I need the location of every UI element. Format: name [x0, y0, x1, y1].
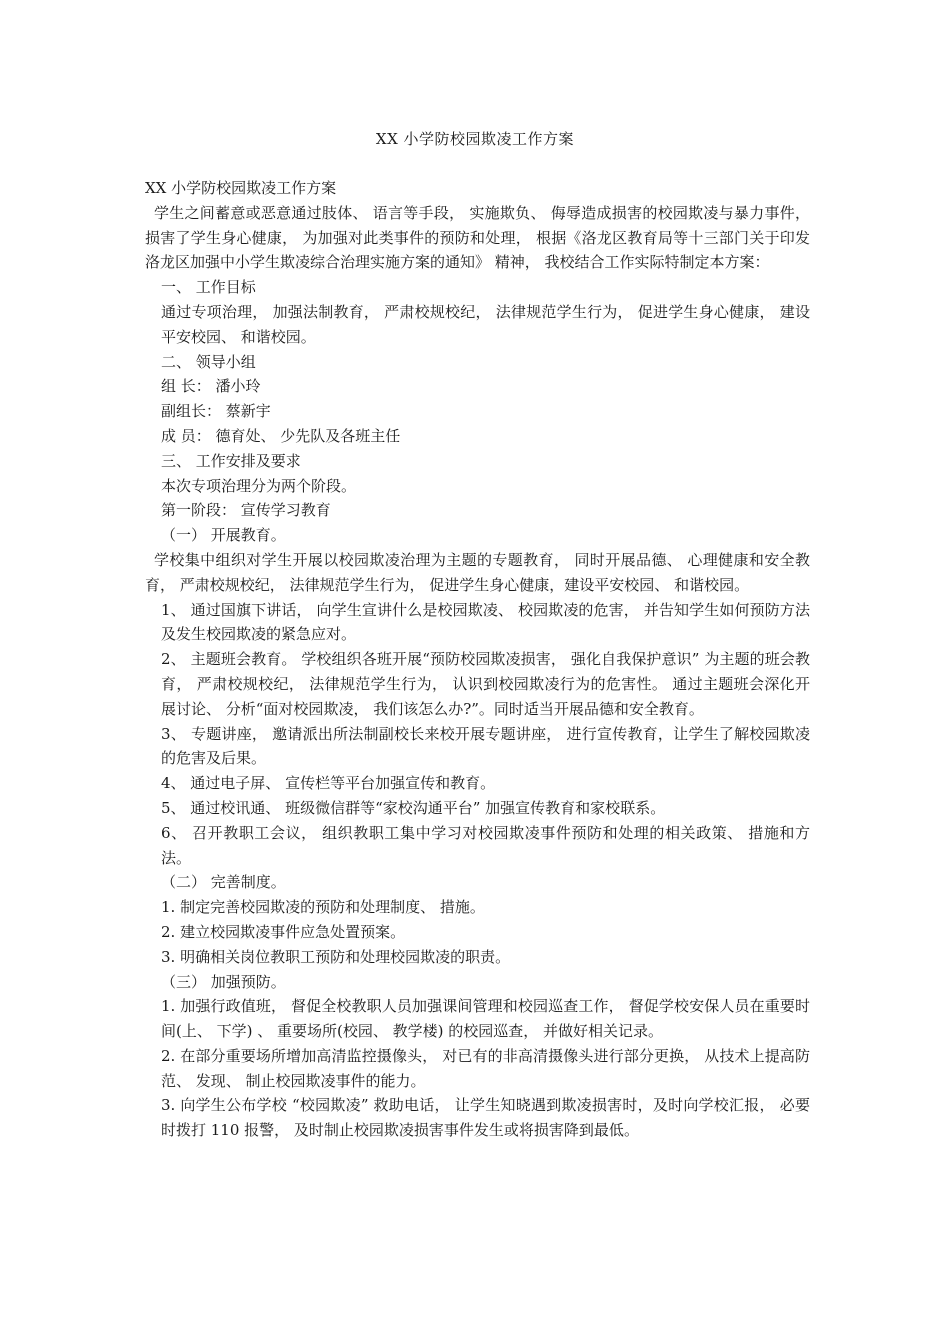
paragraph-education: 学校集中组织对学生开展以校园欺凌治理为主题的专题教育， 同时开展品德、 心理健康和安全教育， 严肃校规校纪， 法律规范学生行为， 促进学生身心健康，建设平安校园、 和谐校园。 — [145, 550, 810, 594]
subsection-prevention: （三） 加强预防。 — [161, 972, 286, 991]
list-item: 3. 向学生公布学校 “校园欺凌” 救助电话， 让学生知晓遇到欺凌损害时，及时向学校汇报， 必要时拨打 110 报警， 及时制止校园欺凌损害事件发生或将损害降到最低。 — [161, 1096, 810, 1140]
members-line: 成 员： 德育处、 少先队及各班主任 — [161, 426, 401, 445]
section-heading-arrangements: 三、 工作安排及要求 — [161, 451, 301, 470]
document-title: XX 小学防校园欺凌工作方案 — [375, 130, 575, 148]
list-item: 1. 加强行政值班， 督促全校教职人员加强课间管理和校园巡查工作， 督促学校安保人员在重要时间(上、 下学) 、 重要场所(校园、 教学楼) 的校园巡查， 并做好相关记录。 — [161, 997, 810, 1041]
list-item: 2. 在部分重要场所增加高清监控摄像头， 对已有的非高清摄像头进行部分更换， 从技术上提高防范、 发现、 制止校园欺凌事件的能力。 — [161, 1046, 810, 1090]
list-item: 2. 建立校园欺凌事件应急处置预案。 — [161, 922, 406, 941]
list-item: 3. 明确相关岗位教职工预防和处理校园欺凌的职责。 — [161, 947, 511, 966]
deputy-leader-line: 副组长： 蔡新宇 — [161, 402, 271, 421]
subsection-system: （二） 完善制度。 — [161, 873, 286, 892]
paragraph-heading: XX 小学防校园欺凌工作方案 — [145, 179, 337, 197]
subsection-education: （一） 开展教育。 — [161, 526, 286, 545]
list-item: 1. 制定完善校园欺凌的预防和处理制度、 措施。 — [161, 898, 485, 917]
list-item: 6、 召开教职工会议， 组织教职工集中学习对校园欺凌事件预防和处理的相关政策、 措施和方法。 — [161, 823, 810, 867]
list-item: 5、 通过校讯通、 班级微信群等“家校沟通平台” 加强宣传教育和家校联系。 — [161, 798, 666, 817]
phase-one-heading: 第一阶段： 宣传学习教育 — [161, 501, 331, 520]
paragraph-intro: 学生之间蓄意或恶意通过肢体、 语言等手段， 实施欺负、 侮辱造成损害的校园欺凌与暴力事件， 损害了学生身心健康， 为加强对此类事件的预防和处理， 根据《洛龙区教育局等十三部门关于印发洛龙区加强中小学生欺凌综合治理实施方案的通知》 精神， 我校结合工作实际特制定本方案： — [145, 203, 810, 272]
document-body — [145, 176, 810, 1143]
section-heading-leadership: 二、 领导小组 — [161, 352, 256, 371]
list-item: 4、 通过电子屏、 宣传栏等平台加强宣传和教育。 — [161, 774, 496, 793]
list-item: 2、 主题班会教育。 学校组织各班开展“预防校园欺凌损害， 强化自我保护意识” 为主题的班会教育， 严肃校规校纪， 法律规范学生行为， 认识到校园欺凌行为的危害性。 通过主题班会深化开展讨论、 分析“面对校园欺凌， 我们该怎么办?”。同时适当开展品德和安全教育。 — [161, 650, 810, 718]
list-item: 3、 专题讲座， 邀请派出所法制副校长来校开展专题讲座， 进行宣传教育，让学生了解校园欺凌的危害及后果。 — [161, 724, 810, 768]
list-item: 1、 通过国旗下讲话， 向学生宣讲什么是校园欺凌、 校园欺凌的危害， 并告知学生如何预防方法及发生校园欺凌的紧急应对。 — [161, 600, 810, 644]
section-heading-goals: 一、 工作目标 — [161, 278, 256, 297]
paragraph-goals: 通过专项治理， 加强法制教育， 严肃校规校纪， 法律规范学生行为， 促进学生身心健康， 建设平安校园、 和谐校园。 — [161, 302, 810, 346]
paragraph-phases: 本次专项治理分为两个阶段。 — [161, 476, 357, 495]
leader-line: 组 长： 潘小玲 — [161, 377, 261, 396]
